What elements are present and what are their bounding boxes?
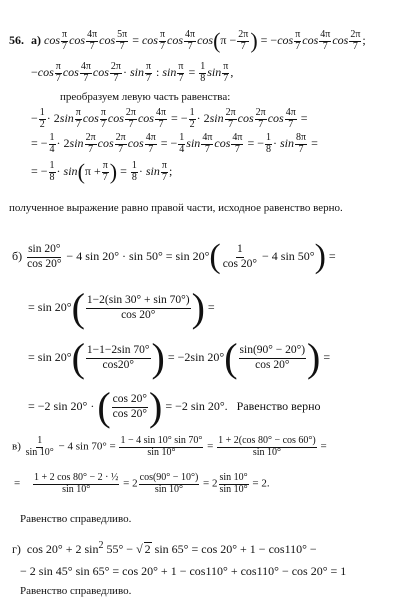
part-b-line-2: = sin 20°( $\frac{1-2(\sin 30^\circ + \sin 70^\circ)}{\cos 20^\circ}$ ) = [28, 285, 215, 330]
part-a-transform-note: преобразуем левую часть равенства: [60, 91, 231, 103]
part-g-verdict: Равенство справедливо. [20, 585, 132, 597]
part-a-line-4: − $\frac{1}{2}$ · 2sin $\frac{\pi}{7}$ cos $\frac{\pi}{7}$ cos $\frac{2\pi}{7}$ cos $\frac{4\pi}{7}$ = − $\frac{1}{2}$ · 2sin $\frac{2\pi}{7}$ cos $\frac{2\pi}{7}$ cos $\frac{4\pi}{7}$ = [31, 107, 308, 130]
part-b-line-3: = sin 20°( $\frac{1-1-2\sin 70^\circ}{\cos 20^\circ}$ ) = −2sin 20°( $\frac{\sin(90^\circ - 20^\circ)}{\cos 20^\circ}$ ) = [28, 335, 331, 380]
part-g-line-2: − 2 sin 45° sin 65° = cos 20° + 1 − cos110° + cos110° − cos 20° = 1 [20, 564, 347, 578]
part-v-line-1: в) $\frac{1}{\sin 10^\circ}$ − 4 sin 70° = $\frac{1 - 4 \sin 10^\circ \sin 70^\circ}{\sin 10^\circ}$ = $\frac{1 + 2(\cos 80^\circ - \cos 60^\circ)}{\sin 10^\circ}$ = [12, 435, 327, 458]
part-g-label: г) [12, 542, 21, 556]
problem-56-line-1: 56. а) cos $\frac{\pi}{7}$ cos $\frac{4\pi}{7}$ cos $\frac{5\pi}{7}$ = cos $\frac{\pi}{7}$ cos $\frac{4\pi}{7}$ cos(π − $\frac{2\pi}{7}$ ) = −cos $\frac{\pi}{7}$ cos $\frac{4\pi}{7}$ cos $\frac{2\pi}{7}$ ; [9, 28, 366, 53]
part-v-verdict: Равенство справедливо. [20, 513, 132, 525]
part-b-line-4: = −2 sin 20° · ( $\frac{\cos 20^\circ}{\cos 20^\circ}$ ) = −2 sin 20°. Равенство верно [28, 384, 321, 429]
part-a-line-2: −cos $\frac{\pi}{7}$ cos $\frac{4\pi}{7}$ cos $\frac{2\pi}{7}$ · sin $\frac{\pi}{7}$ : sin $\frac{\pi}{7}$ = $\frac{1}{8}$ sin $\frac{\pi}{7}$ , [31, 61, 234, 84]
part-v-label: в) [12, 440, 21, 453]
problem-number: 56. [9, 32, 24, 47]
part-b-verdict: Равенство верно [236, 398, 321, 413]
part-a-label: а) [31, 32, 41, 47]
part-b-line-1: б) $\frac{\sin 20^\circ}{\cos 20^\circ}$ − 4 sin 20° · sin 50° = sin 20°( $\frac{1}{\cos 20^\circ}$ − 4 sin 50°) = [12, 238, 336, 275]
part-a-line-5: = − $\frac{1}{4}$ · 2sin $\frac{2\pi}{7}$ cos $\frac{2\pi}{7}$ cos $\frac{4\pi}{7}$ = − $\frac{1}{4}$ sin $\frac{4\pi}{7}$ cos $\frac{4\pi}{7}$ = − $\frac{1}{8}$ · sin $\frac{8\pi}{7}$ = [31, 132, 318, 155]
part-a-conclusion: полученное выражение равно правой части, исходное равенство верно. [9, 202, 343, 214]
part-b-label: б) [12, 248, 23, 263]
part-v-line-2: = $\frac{\text{1 + 2 cos 80° − 2 · ½}}{\sin 10^\circ}$ = 2 $\frac{\cos(90^\circ - 10^\circ)}{\sin 10^\circ}$ = 2 $\frac{\sin 10^\circ}{\sin 10^\circ}$ = 2. [14, 472, 270, 495]
part-a-line-6: = − $\frac{1}{8}$ · sin(π + $\frac{\pi}{7}$ ) = $\frac{1}{8}$ · sin $\frac{\pi}{7}$ ; [31, 159, 173, 184]
part-g-line-1: г) cos 20° + 2 $\sin^2 55^\circ$ − √ 2 sin 65° = cos 20° + 1 − cos110° − [12, 540, 317, 556]
